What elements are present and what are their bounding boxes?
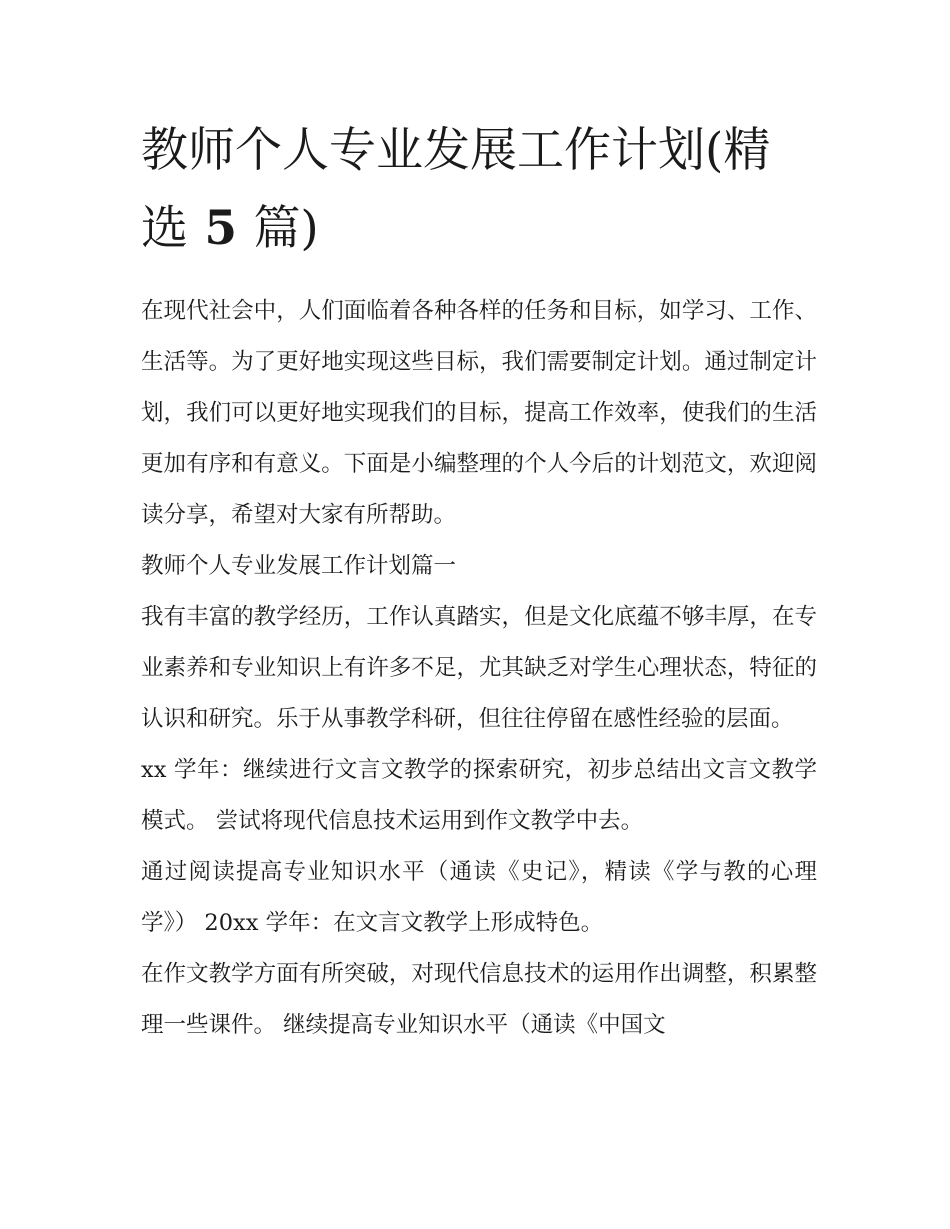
document-body <box>141 286 817 1051</box>
body-paragraph: 我有丰富的教学经历，工作认真踏实，但是文化底蕴不够丰厚，在专业素养和专业知识上有许多不足，尤其缺乏对学生心理状态，特征的认识和研究。乐于从事教学科研，但往往停留在感性经验的层面。 <box>141 604 817 732</box>
document-content <box>141 112 817 1051</box>
intro-paragraph: 在现代社会中，人们面临着各种各样的任务和目标，如学习、工作、生活等。为了更好地实现这些目标，我们需要制定计划。通过制定计划，我们可以更好地实现我们的目标，提高工作效率，使我们的生活更加有序和有意义。下面是小编整理的个人今后的计划范文，欢迎阅读分享，希望对大家有所帮助。 <box>141 298 817 528</box>
body-paragraph: 通过阅读提高专业知识水平（通读《史记》，精读《学与教的心理学》） 20xx 学年：在文言文教学上形成特色。 <box>141 859 817 936</box>
document-title: 教师个人专业发展工作计划(精选 5 篇) <box>141 123 771 256</box>
body-paragraph: 在作文教学方面有所突破，对现代信息技术的运用作出调整，积累整理一些课件。 继续提高专业知识水平（通读《中国文 <box>141 961 817 1038</box>
section-heading: 教师个人专业发展工作计划篇一 <box>141 553 457 579</box>
body-paragraph: xx 学年：继续进行文言文教学的探索研究，初步总结出文言文教学模式。 尝试将现代信息技术运用到作文教学中去。 <box>141 757 817 834</box>
